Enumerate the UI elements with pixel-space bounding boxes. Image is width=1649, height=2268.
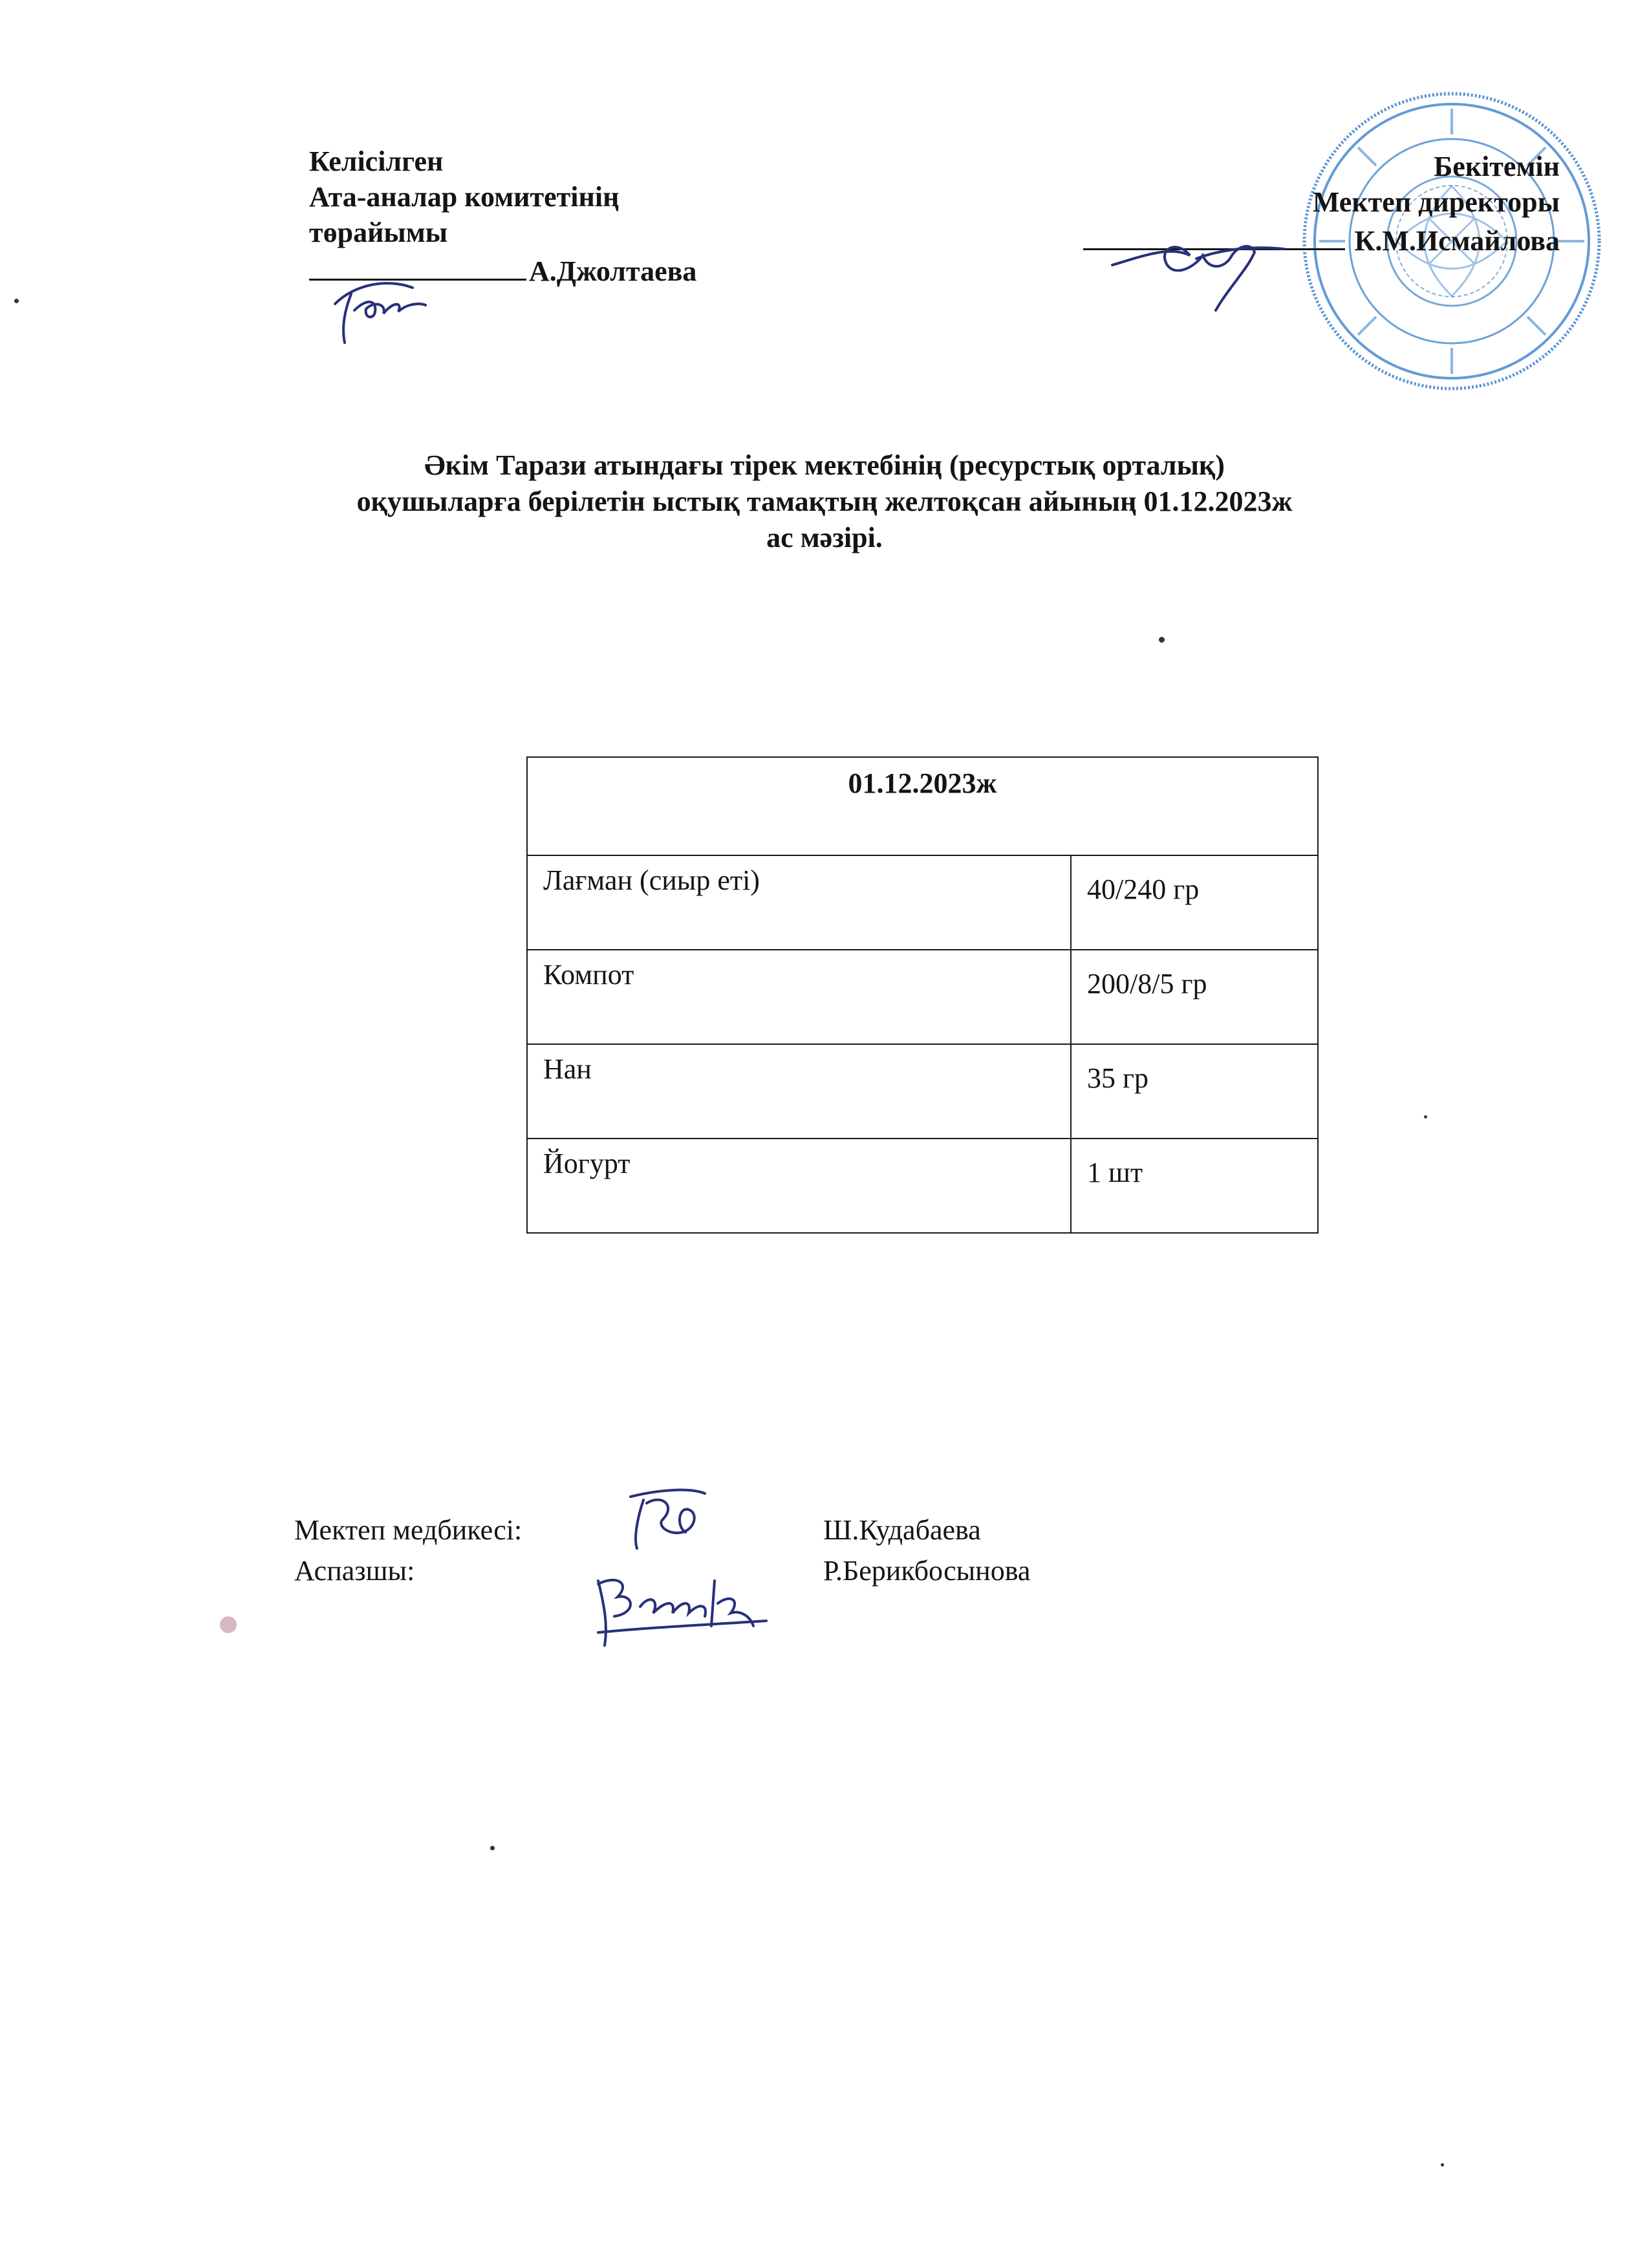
- menu-item-name: Нан: [527, 1044, 1071, 1139]
- approved-signature: [1099, 220, 1293, 317]
- menu-item-qty: 40/240 гр: [1071, 855, 1318, 950]
- menu-item-name: Йогурт: [527, 1139, 1071, 1233]
- scan-speck: [14, 299, 19, 303]
- scan-speck: [1424, 1115, 1427, 1118]
- menu-item-qty: 1 шт: [1071, 1139, 1318, 1233]
- title-line2: оқушыларға берілетін ыстық тамақтың желтоқсан айының 01.12.2023ж: [356, 486, 1293, 517]
- menu-item-qty: 35 гр: [1071, 1044, 1318, 1139]
- menu-date: 01.12.2023ж: [527, 757, 1318, 855]
- table-row: [527, 950, 1318, 1044]
- agreed-line2: Ата-аналар комитетінің: [309, 181, 620, 213]
- agreed-signature: [316, 265, 445, 349]
- cook-signature: [579, 1555, 773, 1652]
- menu-header-row: [527, 757, 1318, 855]
- table-row: [527, 855, 1318, 950]
- document-title: [0, 447, 1649, 556]
- menu-item-name: Лағман (сиыр еті): [527, 855, 1071, 950]
- title-line1: Әкім Тарази атындағы тірек мектебінің (ресурстық орталық): [424, 449, 1225, 481]
- table-row: [527, 1044, 1318, 1139]
- menu-item-qty: 200/8/5 гр: [1071, 950, 1318, 1044]
- scan-speck: [220, 1616, 237, 1633]
- agreed-line3: төрайымы: [309, 217, 448, 248]
- nurse-signature: [618, 1481, 715, 1558]
- cook-name: Р.Берикбосынова: [823, 1555, 1031, 1587]
- nurse-role: Мектеп медбикесі:: [294, 1514, 523, 1546]
- scan-speck: [1441, 2163, 1444, 2166]
- approved-line2: Мектеп директоры: [1312, 186, 1560, 218]
- approved-line1: Бекітемін: [1434, 151, 1560, 182]
- menu-table: [526, 756, 1319, 1234]
- agreed-name: А.Джолтаева: [529, 255, 697, 287]
- approved-name: К.М.Исмайлова: [1354, 225, 1560, 257]
- table-row: [527, 1139, 1318, 1233]
- agreed-line1: Келісілген: [309, 145, 444, 177]
- title-line3: ас мәзірі.: [766, 522, 883, 553]
- cook-role: Аспазшы:: [294, 1555, 415, 1587]
- nurse-name: Ш.Кудабаева: [823, 1514, 981, 1546]
- scan-speck: [1159, 637, 1165, 643]
- scan-speck: [490, 1846, 495, 1850]
- menu-item-name: Компот: [527, 950, 1071, 1044]
